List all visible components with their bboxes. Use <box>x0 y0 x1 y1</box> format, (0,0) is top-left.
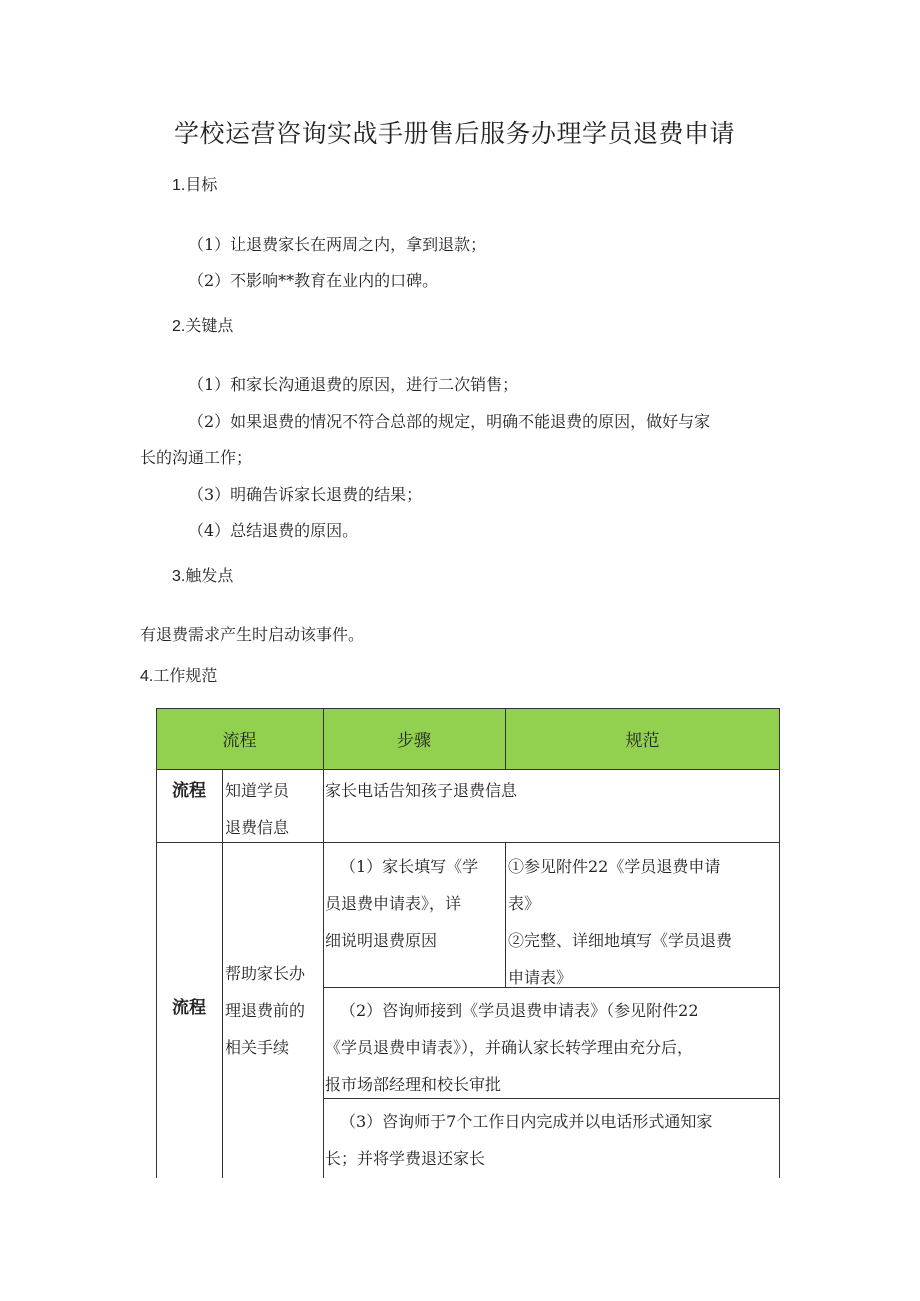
table-border <box>323 708 324 1178</box>
table-header-spec: 规范 <box>505 708 780 769</box>
step-text: 知道学员 <box>225 781 290 800</box>
sub-step-text: （3）咨询师于7个工作日内完成并以电话形式通知家 <box>340 1112 713 1131</box>
work-spec-table <box>156 708 780 1178</box>
spec-text: 申请表》 <box>508 968 573 987</box>
section-heading-keypoints: 2.关键点 <box>172 318 234 335</box>
goal-item: （1）让退费家长在两周之内，拿到退款； <box>188 235 487 254</box>
keypoint-item: 长的沟通工作； <box>140 448 253 467</box>
sub-step-text: 《学员退费申请表》），并确认家长转学理由充分后， <box>325 1038 694 1057</box>
table-border <box>156 769 780 770</box>
keypoint-item: （1）和家长沟通退费的原因，进行二次销售； <box>188 375 519 394</box>
section-heading-spec: 4.工作规范 <box>140 668 218 685</box>
sub-step-text: 报市场部经理和校长审批 <box>325 1075 502 1094</box>
trigger-text: 有退费需求产生时启动该事件。 <box>140 625 365 644</box>
table-border <box>156 708 780 709</box>
table-border <box>779 708 780 1178</box>
page-title: 学校运营咨询实战手册售后服务办理学员退费申请 <box>174 119 736 148</box>
sub-step-text: 长；并将学费退还家长 <box>325 1149 486 1168</box>
row-label: 流程 <box>172 781 206 800</box>
keypoint-item: （4）总结退费的原因。 <box>188 521 359 540</box>
spec-text: 表》 <box>508 894 541 913</box>
table-border <box>222 769 223 1178</box>
section-heading-trigger: 3.触发点 <box>172 568 234 585</box>
table-header-step: 步骤 <box>323 708 505 769</box>
step-text: 理退费前的 <box>225 1001 306 1020</box>
keypoint-item: （3）明确告诉家长退费的结果； <box>188 485 423 504</box>
sub-step-text: （2）咨询师接到《学员退费申请表》（参见附件22 <box>340 1001 699 1020</box>
table-header-process: 流程 <box>156 708 323 769</box>
row-label: 流程 <box>172 998 206 1017</box>
step-text: 帮助家长办 <box>225 964 306 983</box>
sub-step-text: 员退费申请表》，详 <box>325 894 462 913</box>
sub-step-text: 细说明退费原因 <box>325 931 438 950</box>
spec-text: ②完整、详细地填写《学员退费 <box>508 931 733 950</box>
table-border <box>505 708 506 770</box>
table-border <box>505 842 506 988</box>
step-text: 退费信息 <box>225 818 290 837</box>
step-text: 相关手续 <box>225 1038 290 1057</box>
sub-step-text: （1）家长填写《学 <box>340 857 479 876</box>
spec-text: ①参见附件22《学员退费申请 <box>508 857 721 876</box>
goal-item: （2）不影响**教育在业内的口碑。 <box>188 271 439 290</box>
section-heading-goal: 1.目标 <box>172 177 218 194</box>
keypoint-item: （2）如果退费的情况不符合总部的规定，明确不能退费的原因，做好与家 <box>188 412 711 431</box>
spec-text: 家长电话告知孩子退费信息 <box>325 781 518 800</box>
